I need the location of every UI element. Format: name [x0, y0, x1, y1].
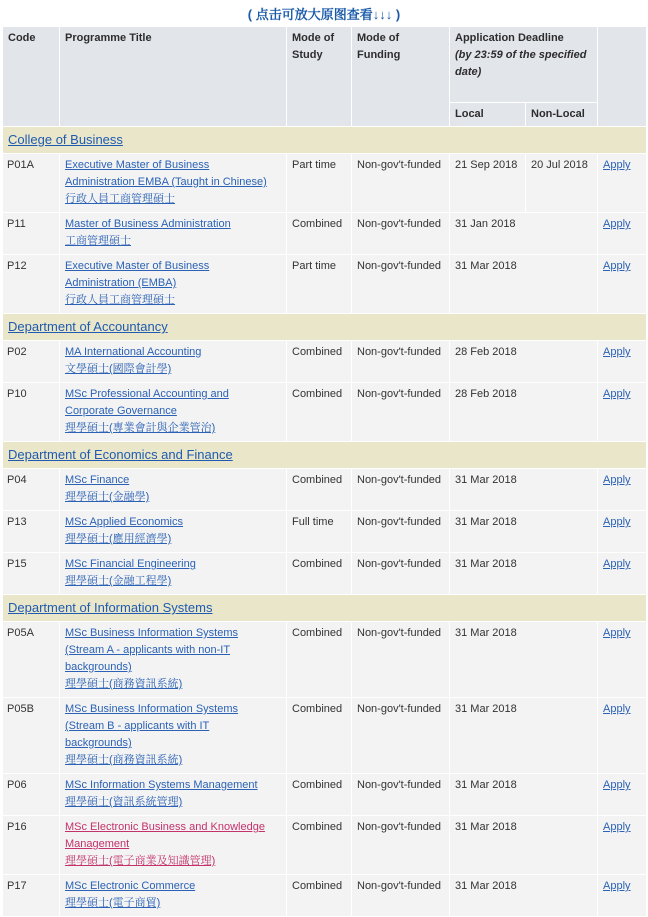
- mode-of-funding: Non-gov't-funded: [352, 553, 450, 595]
- programme-title-link[interactable]: MSc Finance: [65, 474, 130, 486]
- apply-cell: [598, 383, 647, 442]
- programme-title-link[interactable]: (Stream B - applicants with IT: [65, 720, 210, 732]
- apply-cell: [598, 698, 647, 774]
- application-deadline: 28 Feb 2018: [450, 341, 598, 383]
- mode-of-study: Combined: [287, 553, 352, 595]
- apply-link[interactable]: Apply: [603, 779, 631, 791]
- table-row: [3, 469, 647, 511]
- programme-title-link[interactable]: 理學碩士(電子商貿): [65, 897, 161, 909]
- mode-of-funding: Non-gov't-funded: [352, 698, 450, 774]
- apply-link[interactable]: Apply: [603, 159, 631, 171]
- mode-of-funding: Non-gov't-funded: [352, 511, 450, 553]
- mode-of-study: Part time: [287, 255, 352, 314]
- apply-cell: [598, 154, 647, 213]
- application-deadline: 28 Feb 2018: [450, 383, 598, 442]
- table-row: [3, 511, 647, 553]
- mode-of-study: Combined: [287, 875, 352, 917]
- apply-cell: [598, 875, 647, 917]
- apply-link[interactable]: Apply: [603, 703, 631, 715]
- department-link[interactable]: College of Business: [8, 132, 123, 147]
- header-non-local: Non-Local: [526, 103, 598, 127]
- programme-title-link[interactable]: Corporate Governance: [65, 405, 177, 417]
- table-row: [3, 553, 647, 595]
- programme-title-link[interactable]: 理學碩士(金融工程學): [65, 575, 172, 587]
- department-row: [3, 314, 647, 341]
- header-mode-of-study: Mode of Study: [287, 27, 352, 127]
- mode-of-study: Combined: [287, 469, 352, 511]
- programme-title-link[interactable]: Executive Master of Business: [65, 159, 210, 171]
- apply-cell: [598, 469, 647, 511]
- deadline-non-local: 20 Jul 2018: [526, 154, 598, 213]
- mode-of-study: Combined: [287, 774, 352, 816]
- zoom-caption: ( 点击可放大原图查看↓↓↓ ): [247, 7, 401, 22]
- table-row: [3, 213, 647, 255]
- programme-code: P02: [3, 341, 60, 383]
- programme-title-cell: [60, 213, 287, 255]
- mode-of-funding: Non-gov't-funded: [352, 875, 450, 917]
- programme-title-link[interactable]: backgrounds): [65, 737, 132, 749]
- programme-title-link[interactable]: MSc Business Information Systems: [65, 627, 239, 639]
- department-cell: [3, 595, 647, 622]
- application-deadline: 31 Mar 2018: [450, 774, 598, 816]
- programme-title-cell: [60, 875, 287, 917]
- apply-cell: [598, 774, 647, 816]
- apply-link[interactable]: Apply: [603, 880, 631, 892]
- programme-title-link[interactable]: Administration EMBA (Taught in Chinese): [65, 176, 267, 188]
- apply-cell: [598, 341, 647, 383]
- apply-cell: [598, 622, 647, 698]
- programme-code: P04: [3, 469, 60, 511]
- programme-title-link[interactable]: 理學碩士(專業會計與企業管治): [65, 422, 216, 434]
- department-row: [3, 442, 647, 469]
- header-deadline-label: Application Deadline: [455, 32, 564, 44]
- programme-title-cell: [60, 816, 287, 875]
- programme-title-link[interactable]: backgrounds): [65, 661, 132, 673]
- programme-title-link[interactable]: Executive Master of Business: [65, 260, 210, 272]
- table-row: [3, 875, 647, 917]
- programme-title-cell: [60, 774, 287, 816]
- department-cell: [3, 127, 647, 154]
- table-row: [3, 698, 647, 774]
- programme-title-link[interactable]: MSc Information Systems Management: [65, 779, 258, 791]
- mode-of-funding: Non-gov't-funded: [352, 774, 450, 816]
- mode-of-funding: Non-gov't-funded: [352, 255, 450, 314]
- programme-title-cell: [60, 383, 287, 442]
- programme-title-link[interactable]: MA International Accounting: [65, 346, 202, 358]
- department-row: [3, 595, 647, 622]
- programme-code: P11: [3, 213, 60, 255]
- apply-cell: [598, 553, 647, 595]
- programme-title-link[interactable]: (Stream A - applicants with non-IT: [65, 644, 231, 656]
- department-cell: [3, 442, 647, 469]
- programme-title-link[interactable]: 工商管理碩士: [65, 235, 131, 247]
- mode-of-funding: Non-gov't-funded: [352, 341, 450, 383]
- table-row: [3, 622, 647, 698]
- programme-title-link[interactable]: MSc Business Information Systems: [65, 703, 239, 715]
- programme-title-link[interactable]: MSc Electronic Business and Knowledge: [65, 821, 265, 833]
- table-row: [3, 255, 647, 314]
- programme-title-link[interactable]: 理學碩士(電子商業及知識管理): [65, 855, 216, 867]
- header-application-deadline: [450, 27, 598, 103]
- apply-link[interactable]: Apply: [603, 516, 631, 528]
- header-programme-title: Programme Title: [60, 27, 287, 127]
- mode-of-funding: Non-gov't-funded: [352, 213, 450, 255]
- apply-link[interactable]: Apply: [603, 474, 631, 486]
- mode-of-study: Combined: [287, 622, 352, 698]
- header-apply-column: [598, 27, 647, 127]
- table-row: [3, 383, 647, 442]
- header-deadline-note: (by 23:59 of the specified date): [455, 49, 587, 78]
- table-row: [3, 774, 647, 816]
- programme-title-link[interactable]: 行政人員工商管理碩士: [65, 193, 175, 205]
- apply-cell: [598, 213, 647, 255]
- application-deadline: 31 Mar 2018: [450, 698, 598, 774]
- programme-title-link[interactable]: 理學碩士(金融學): [65, 491, 150, 503]
- programme-title-cell: [60, 255, 287, 314]
- programme-title-cell: [60, 341, 287, 383]
- apply-cell: [598, 511, 647, 553]
- application-deadline: 31 Mar 2018: [450, 553, 598, 595]
- mode-of-study: Combined: [287, 383, 352, 442]
- programme-title-link[interactable]: 行政人員工商管理碩士: [65, 294, 175, 306]
- application-deadline: 31 Mar 2018: [450, 875, 598, 917]
- programme-title-cell: [60, 511, 287, 553]
- mode-of-study: Combined: [287, 816, 352, 875]
- programme-code: P17: [3, 875, 60, 917]
- table-row: [3, 154, 647, 213]
- programme-title-link[interactable]: MSc Applied Economics: [65, 516, 183, 528]
- programme-title-cell: [60, 469, 287, 511]
- mode-of-funding: Non-gov't-funded: [352, 469, 450, 511]
- apply-cell: [598, 816, 647, 875]
- apply-link[interactable]: Apply: [603, 558, 631, 570]
- programme-code: P01A: [3, 154, 60, 213]
- mode-of-funding: Non-gov't-funded: [352, 622, 450, 698]
- department-cell: [3, 314, 647, 341]
- apply-link[interactable]: Apply: [603, 388, 631, 400]
- programme-code: P06: [3, 774, 60, 816]
- programme-title-link[interactable]: 理學碩士(商務資訊系統): [65, 754, 183, 766]
- department-link[interactable]: Department of Accountancy: [8, 319, 168, 334]
- header-code: Code: [3, 27, 60, 127]
- apply-link[interactable]: Apply: [603, 260, 631, 272]
- programme-code: P12: [3, 255, 60, 314]
- programme-table: [2, 26, 647, 917]
- mode-of-study: Combined: [287, 698, 352, 774]
- apply-link[interactable]: Apply: [603, 218, 631, 230]
- programme-title-cell: [60, 698, 287, 774]
- programme-title-link[interactable]: Management: [65, 838, 130, 850]
- deadline-local: 21 Sep 2018: [450, 154, 526, 213]
- programme-code: P16: [3, 816, 60, 875]
- programme-code: P10: [3, 383, 60, 442]
- programme-code: P05A: [3, 622, 60, 698]
- department-link[interactable]: Department of Information Systems: [8, 600, 213, 615]
- mode-of-study: Combined: [287, 213, 352, 255]
- programme-title-link[interactable]: 文學碩士(國際會計學): [65, 363, 172, 375]
- programme-code: P13: [3, 511, 60, 553]
- apply-cell: [598, 255, 647, 314]
- mode-of-funding: Non-gov't-funded: [352, 816, 450, 875]
- apply-link[interactable]: Apply: [603, 346, 631, 358]
- table-row: [3, 816, 647, 875]
- application-deadline: 31 Mar 2018: [450, 816, 598, 875]
- apply-link[interactable]: Apply: [603, 821, 631, 833]
- programme-code: P05B: [3, 698, 60, 774]
- application-deadline: 31 Jan 2018: [450, 213, 598, 255]
- application-deadline: 31 Mar 2018: [450, 622, 598, 698]
- apply-link[interactable]: Apply: [603, 627, 631, 639]
- table-row: [3, 341, 647, 383]
- mode-of-funding: Non-gov't-funded: [352, 383, 450, 442]
- programme-title-link[interactable]: 理學碩士(商務資訊系統): [65, 678, 183, 690]
- mode-of-study: Part time: [287, 154, 352, 213]
- programme-title-link[interactable]: MSc Electronic Commerce: [65, 880, 196, 892]
- department-link[interactable]: Department of Economics and Finance: [8, 447, 233, 462]
- programme-title-cell: [60, 154, 287, 213]
- mode-of-study: Full time: [287, 511, 352, 553]
- department-row: [3, 127, 647, 154]
- application-deadline: 31 Mar 2018: [450, 511, 598, 553]
- application-deadline: 31 Mar 2018: [450, 255, 598, 314]
- programme-title-link[interactable]: Master of Business Administration: [65, 218, 231, 230]
- programme-title-link[interactable]: 理學碩士(應用經濟學): [65, 533, 172, 545]
- header-mode-of-funding: Mode of Funding: [352, 27, 450, 127]
- programme-title-link[interactable]: 理學碩士(資訊系統管理): [65, 796, 183, 808]
- mode-of-study: Combined: [287, 341, 352, 383]
- programme-title-cell: [60, 553, 287, 595]
- programme-title-link[interactable]: MSc Professional Accounting and: [65, 388, 229, 400]
- programme-title-cell: [60, 622, 287, 698]
- programme-title-link[interactable]: MSc Financial Engineering: [65, 558, 196, 570]
- programme-table-body: [3, 127, 647, 917]
- mode-of-funding: Non-gov't-funded: [352, 154, 450, 213]
- application-deadline: 31 Mar 2018: [450, 469, 598, 511]
- programme-code: P15: [3, 553, 60, 595]
- programme-title-link[interactable]: Administration (EMBA): [65, 277, 177, 289]
- header-local: Local: [450, 103, 526, 127]
